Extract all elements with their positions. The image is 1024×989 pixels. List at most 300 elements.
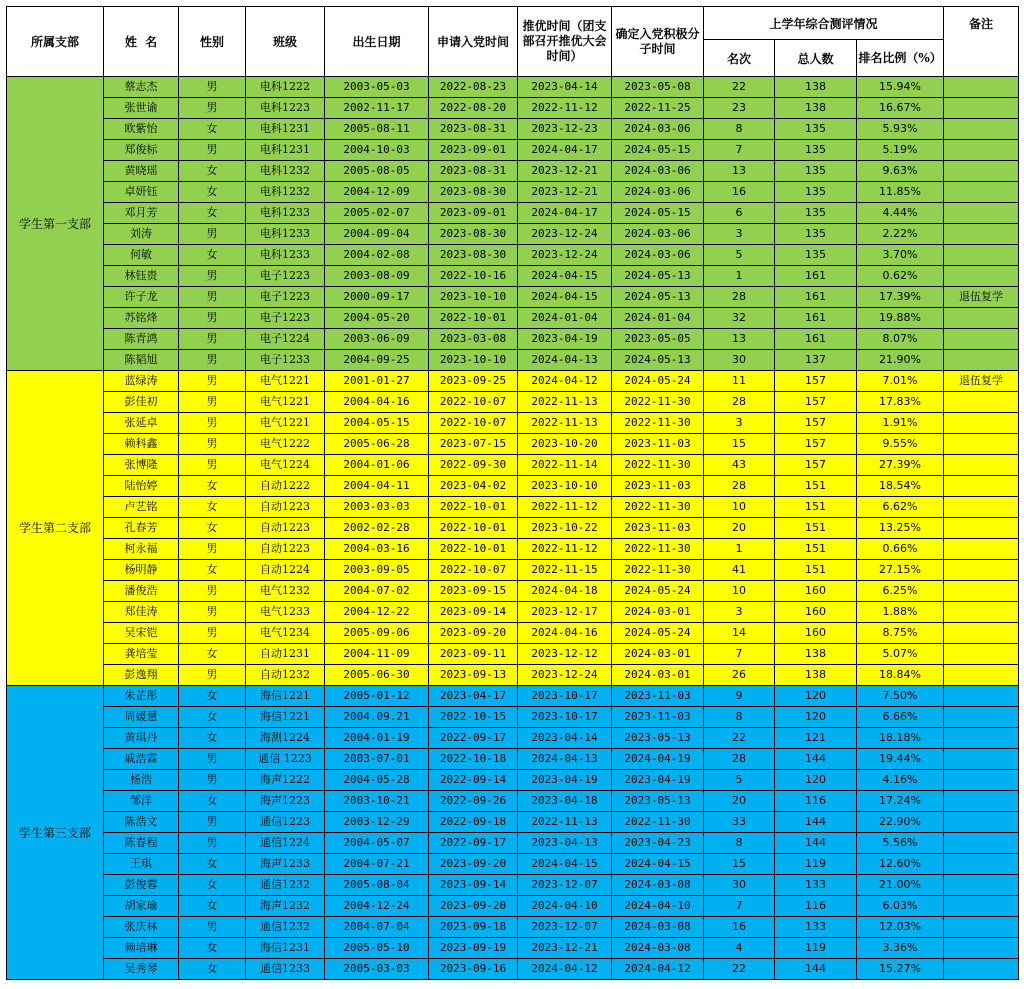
cell-recommend-date: 2023-04-19 [518, 770, 612, 791]
cell-birth-date: 2005-02-07 [325, 203, 429, 224]
cell-apply-date: 2022-10-07 [429, 392, 518, 413]
cell-apply-date: 2022-09-26 [429, 791, 518, 812]
cell-rank-ratio: 18.18% [857, 728, 944, 749]
cell-apply-date: 2023-09-14 [429, 602, 518, 623]
table-row [7, 686, 1019, 707]
cell-name: 陈春程 [104, 833, 179, 854]
cell-birth-date: 2000-09-17 [325, 287, 429, 308]
cell-rank: 7 [704, 896, 775, 917]
cell-recommend-date: 2023-12-21 [518, 161, 612, 182]
cell-birth-date: 2004-04-16 [325, 392, 429, 413]
table-row [7, 728, 1019, 749]
cell-birth-date: 2004-04-11 [325, 476, 429, 497]
cell-activist-date: 2023-05-08 [612, 77, 704, 98]
cell-recommend-date: 2023-12-24 [518, 245, 612, 266]
cell-recommend-date: 2024-04-13 [518, 350, 612, 371]
table-row [7, 959, 1019, 980]
cell-rank: 15 [704, 854, 775, 875]
cell-total: 135 [775, 161, 857, 182]
cell-name: 许子龙 [104, 287, 179, 308]
cell-birth-date: 2003-05-03 [325, 77, 429, 98]
cell-note [944, 791, 1019, 812]
cell-gender: 男 [179, 833, 246, 854]
cell-apply-date: 2022-10-01 [429, 518, 518, 539]
cell-total: 160 [775, 623, 857, 644]
cell-class: 自动1223 [246, 539, 325, 560]
cell-activist-date: 2024-03-06 [612, 245, 704, 266]
cell-rank-ratio: 19.44% [857, 749, 944, 770]
table-row [7, 665, 1019, 686]
table-row [7, 623, 1019, 644]
table-row [7, 329, 1019, 350]
cell-gender: 女 [179, 161, 246, 182]
cell-name: 王琪 [104, 854, 179, 875]
cell-class: 电气1221 [246, 413, 325, 434]
cell-rank: 22 [704, 728, 775, 749]
cell-activist-date: 2024-05-13 [612, 266, 704, 287]
branch-cell: 学生第三支部 [7, 686, 104, 980]
header-gender: 性别 [179, 7, 246, 77]
cell-activist-date: 2022-11-25 [612, 98, 704, 119]
cell-gender: 男 [179, 434, 246, 455]
cell-name: 卢艺铭 [104, 497, 179, 518]
cell-activist-date: 2024-05-15 [612, 203, 704, 224]
cell-name: 郑俊标 [104, 140, 179, 161]
cell-birth-date: 2005-03-03 [325, 959, 429, 980]
cell-rank: 1 [704, 539, 775, 560]
cell-recommend-date: 2023-04-19 [518, 329, 612, 350]
cell-apply-date: 2023-09-25 [429, 371, 518, 392]
table-row [7, 455, 1019, 476]
cell-class: 海测1224 [246, 728, 325, 749]
cell-rank-ratio: 1.91% [857, 413, 944, 434]
cell-gender: 女 [179, 182, 246, 203]
cell-class: 电科1233 [246, 203, 325, 224]
cell-rank: 8 [704, 833, 775, 854]
cell-name: 朱芷彤 [104, 686, 179, 707]
cell-gender: 男 [179, 749, 246, 770]
cell-rank-ratio: 5.56% [857, 833, 944, 854]
cell-apply-date: 2022-09-17 [429, 728, 518, 749]
table-row [7, 371, 1019, 392]
cell-rank: 43 [704, 455, 775, 476]
cell-rank: 6 [704, 203, 775, 224]
cell-total: 160 [775, 581, 857, 602]
cell-rank-ratio: 2.22% [857, 224, 944, 245]
cell-birth-date: 2004-10-03 [325, 140, 429, 161]
party-member-roster-table [6, 6, 1019, 980]
cell-total: 151 [775, 518, 857, 539]
cell-recommend-date: 2023-10-10 [518, 476, 612, 497]
cell-note [944, 224, 1019, 245]
cell-rank: 3 [704, 602, 775, 623]
cell-rank: 28 [704, 749, 775, 770]
cell-class: 通信1233 [246, 959, 325, 980]
cell-birth-date: 2005-06-30 [325, 665, 429, 686]
table-row [7, 875, 1019, 896]
cell-note [944, 119, 1019, 140]
table-row [7, 434, 1019, 455]
cell-gender: 男 [179, 266, 246, 287]
cell-note [944, 518, 1019, 539]
cell-note [944, 665, 1019, 686]
cell-rank: 1 [704, 266, 775, 287]
cell-gender: 女 [179, 119, 246, 140]
cell-birth-date: 2004-02-08 [325, 245, 429, 266]
cell-gender: 男 [179, 539, 246, 560]
cell-name: 赖科鑫 [104, 434, 179, 455]
cell-total: 135 [775, 245, 857, 266]
cell-rank-ratio: 8.07% [857, 329, 944, 350]
cell-apply-date: 2023-09-20 [429, 854, 518, 875]
cell-apply-date: 2022-10-18 [429, 749, 518, 770]
cell-note [944, 539, 1019, 560]
cell-gender: 男 [179, 413, 246, 434]
cell-activist-date: 2024-04-19 [612, 749, 704, 770]
cell-recommend-date: 2023-10-17 [518, 686, 612, 707]
cell-apply-date: 2022-10-01 [429, 308, 518, 329]
cell-apply-date: 2022-09-14 [429, 770, 518, 791]
cell-recommend-date: 2023-12-24 [518, 224, 612, 245]
cell-class: 海声1232 [246, 896, 325, 917]
table-row [7, 476, 1019, 497]
cell-birth-date: 2004-09-25 [325, 350, 429, 371]
cell-rank-ratio: 7.01% [857, 371, 944, 392]
cell-name: 彭逸翔 [104, 665, 179, 686]
cell-total: 137 [775, 350, 857, 371]
cell-apply-date: 2023-09-20 [429, 896, 518, 917]
cell-class: 自动1223 [246, 497, 325, 518]
cell-recommend-date: 2022-11-13 [518, 413, 612, 434]
cell-rank: 23 [704, 98, 775, 119]
cell-name: 林钰贵 [104, 266, 179, 287]
cell-class: 电科1233 [246, 224, 325, 245]
cell-gender: 男 [179, 77, 246, 98]
cell-class: 通信1223 [246, 812, 325, 833]
cell-class: 电气1224 [246, 455, 325, 476]
cell-rank-ratio: 27.15% [857, 560, 944, 581]
cell-recommend-date: 2023-12-07 [518, 917, 612, 938]
cell-gender: 女 [179, 560, 246, 581]
cell-birth-date: 2005-08-05 [325, 161, 429, 182]
table-row [7, 833, 1019, 854]
cell-total: 119 [775, 854, 857, 875]
table-row [7, 749, 1019, 770]
cell-activist-date: 2024-03-06 [612, 119, 704, 140]
cell-birth-date: 2004-12-09 [325, 182, 429, 203]
cell-rank-ratio: 4.44% [857, 203, 944, 224]
cell-class: 电气1234 [246, 623, 325, 644]
cell-note [944, 413, 1019, 434]
cell-note [944, 938, 1019, 959]
header-evaluation-group: 上学年综合测评情况 [704, 7, 944, 40]
cell-birth-date: 2005-05-10 [325, 938, 429, 959]
cell-total: 144 [775, 749, 857, 770]
cell-class: 电科1231 [246, 140, 325, 161]
cell-rank: 28 [704, 392, 775, 413]
cell-birth-date: 2004-01-19 [325, 728, 429, 749]
cell-name: 陆怡婷 [104, 476, 179, 497]
cell-rank-ratio: 13.25% [857, 518, 944, 539]
cell-rank-ratio: 3.36% [857, 938, 944, 959]
cell-name: 蔡志杰 [104, 77, 179, 98]
cell-recommend-date: 2022-11-12 [518, 539, 612, 560]
cell-birth-date: 2004-05-20 [325, 308, 429, 329]
cell-rank: 8 [704, 707, 775, 728]
cell-birth-date: 2003-12-29 [325, 812, 429, 833]
cell-total: 135 [775, 182, 857, 203]
cell-activist-date: 2022-11-30 [612, 497, 704, 518]
cell-recommend-date: 2022-11-12 [518, 497, 612, 518]
cell-rank-ratio: 6.25% [857, 581, 944, 602]
cell-birth-date: 2004-05-15 [325, 413, 429, 434]
table-row [7, 287, 1019, 308]
cell-rank-ratio: 0.62% [857, 266, 944, 287]
cell-note [944, 833, 1019, 854]
cell-note [944, 917, 1019, 938]
cell-apply-date: 2023-07-15 [429, 434, 518, 455]
cell-activist-date: 2023-05-13 [612, 728, 704, 749]
table-row [7, 560, 1019, 581]
cell-name: 黄晓瑶 [104, 161, 179, 182]
cell-recommend-date: 2023-04-18 [518, 791, 612, 812]
cell-rank: 13 [704, 329, 775, 350]
cell-apply-date: 2022-09-18 [429, 812, 518, 833]
cell-birth-date: 2004-09-04 [325, 224, 429, 245]
cell-birth-date: 2003-07-01 [325, 749, 429, 770]
cell-class: 通信 1223 [246, 749, 325, 770]
cell-rank: 9 [704, 686, 775, 707]
cell-note [944, 770, 1019, 791]
cell-class: 电气1222 [246, 434, 325, 455]
cell-activist-date: 2024-05-15 [612, 140, 704, 161]
cell-note [944, 455, 1019, 476]
cell-gender: 男 [179, 308, 246, 329]
cell-name: 彭俊蓉 [104, 875, 179, 896]
cell-activist-date: 2024-04-10 [612, 896, 704, 917]
table-row [7, 581, 1019, 602]
cell-rank-ratio: 5.93% [857, 119, 944, 140]
cell-class: 自动1222 [246, 476, 325, 497]
cell-rank: 13 [704, 161, 775, 182]
header-apply-date: 申请入党时间 [429, 7, 518, 77]
branch-cell: 学生第二支部 [7, 371, 104, 686]
table-row [7, 539, 1019, 560]
cell-note [944, 686, 1019, 707]
cell-name: 郑佳涛 [104, 602, 179, 623]
cell-name: 邓月芳 [104, 203, 179, 224]
cell-activist-date: 2023-11-03 [612, 707, 704, 728]
table-row [7, 812, 1019, 833]
header-rank: 名次 [704, 40, 775, 77]
cell-activist-date: 2024-03-01 [612, 602, 704, 623]
cell-total: 116 [775, 896, 857, 917]
header-name: 姓 名 [104, 7, 179, 77]
cell-birth-date: 2004-12-22 [325, 602, 429, 623]
cell-apply-date: 2023-03-08 [429, 329, 518, 350]
cell-gender: 女 [179, 476, 246, 497]
cell-apply-date: 2022-08-23 [429, 77, 518, 98]
cell-note: 退伍复学 [944, 371, 1019, 392]
cell-activist-date: 2024-05-13 [612, 350, 704, 371]
cell-note [944, 602, 1019, 623]
cell-birth-date: 2001-01-27 [325, 371, 429, 392]
cell-birth-date: 2003-09-05 [325, 560, 429, 581]
cell-total: 161 [775, 266, 857, 287]
cell-total: 144 [775, 833, 857, 854]
cell-name: 吴秀琴 [104, 959, 179, 980]
cell-gender: 女 [179, 938, 246, 959]
cell-gender: 男 [179, 917, 246, 938]
cell-apply-date: 2023-04-17 [429, 686, 518, 707]
cell-gender: 女 [179, 497, 246, 518]
cell-total: 157 [775, 413, 857, 434]
cell-birth-date: 2004-01-06 [325, 455, 429, 476]
cell-rank-ratio: 12.03% [857, 917, 944, 938]
cell-recommend-date: 2023-10-20 [518, 434, 612, 455]
cell-apply-date: 2023-09-11 [429, 644, 518, 665]
cell-recommend-date: 2024-04-17 [518, 140, 612, 161]
table-row [7, 791, 1019, 812]
cell-total: 135 [775, 224, 857, 245]
table-row [7, 392, 1019, 413]
cell-activist-date: 2024-03-08 [612, 875, 704, 896]
cell-note [944, 581, 1019, 602]
cell-rank: 20 [704, 518, 775, 539]
cell-recommend-date: 2023-12-21 [518, 182, 612, 203]
cell-apply-date: 2022-10-01 [429, 539, 518, 560]
cell-rank: 3 [704, 413, 775, 434]
cell-rank: 41 [704, 560, 775, 581]
cell-total: 138 [775, 98, 857, 119]
cell-total: 161 [775, 308, 857, 329]
cell-rank-ratio: 6.62% [857, 497, 944, 518]
cell-class: 海声1223 [246, 791, 325, 812]
cell-note [944, 875, 1019, 896]
cell-apply-date: 2023-08-31 [429, 119, 518, 140]
cell-class: 电气1221 [246, 392, 325, 413]
header-activist-date: 确定入党积极分子时间 [612, 7, 704, 77]
cell-gender: 男 [179, 455, 246, 476]
cell-total: 121 [775, 728, 857, 749]
cell-rank: 11 [704, 371, 775, 392]
header-note: 备注 [944, 7, 1019, 77]
cell-total: 116 [775, 791, 857, 812]
table-row [7, 245, 1019, 266]
cell-name: 戚浩霖 [104, 749, 179, 770]
cell-name: 潘俊浩 [104, 581, 179, 602]
cell-class: 电子1223 [246, 266, 325, 287]
cell-rank-ratio: 11.85% [857, 182, 944, 203]
cell-name: 陈韬旭 [104, 350, 179, 371]
cell-name: 龚培莹 [104, 644, 179, 665]
cell-gender: 女 [179, 896, 246, 917]
cell-name: 何敏 [104, 245, 179, 266]
cell-name: 蓝绿涛 [104, 371, 179, 392]
cell-name: 黄琪丹 [104, 728, 179, 749]
cell-birth-date: 2005-06-28 [325, 434, 429, 455]
cell-apply-date: 2022-10-16 [429, 266, 518, 287]
cell-activist-date: 2024-05-24 [612, 581, 704, 602]
cell-class: 自动1232 [246, 665, 325, 686]
cell-apply-date: 2023-09-13 [429, 665, 518, 686]
cell-gender: 男 [179, 602, 246, 623]
cell-recommend-date: 2024-04-12 [518, 371, 612, 392]
cell-activist-date: 2024-03-06 [612, 182, 704, 203]
cell-name: 彭佳初 [104, 392, 179, 413]
cell-note [944, 623, 1019, 644]
cell-activist-date: 2024-03-08 [612, 917, 704, 938]
cell-birth-date: 2002-02-28 [325, 518, 429, 539]
cell-apply-date: 2022-10-01 [429, 497, 518, 518]
cell-activist-date: 2022-11-30 [612, 392, 704, 413]
table-row [7, 917, 1019, 938]
cell-activist-date: 2024-03-06 [612, 161, 704, 182]
cell-rank-ratio: 8.75% [857, 623, 944, 644]
cell-rank: 30 [704, 875, 775, 896]
cell-gender: 女 [179, 644, 246, 665]
cell-activist-date: 2023-11-03 [612, 518, 704, 539]
cell-rank-ratio: 0.66% [857, 539, 944, 560]
cell-birth-date: 2004-05-28 [325, 770, 429, 791]
cell-recommend-date: 2023-04-14 [518, 728, 612, 749]
cell-class: 电科1231 [246, 119, 325, 140]
cell-birth-date: 2004-12-24 [325, 896, 429, 917]
cell-total: 144 [775, 959, 857, 980]
table-row [7, 266, 1019, 287]
cell-apply-date: 2023-09-16 [429, 959, 518, 980]
cell-note [944, 749, 1019, 770]
cell-recommend-date: 2023-12-21 [518, 938, 612, 959]
cell-activist-date: 2024-03-08 [612, 938, 704, 959]
cell-note [944, 392, 1019, 413]
cell-recommend-date: 2022-11-12 [518, 98, 612, 119]
cell-birth-date: 2005-08-04 [325, 875, 429, 896]
cell-total: 151 [775, 539, 857, 560]
table-row [7, 602, 1019, 623]
table-body [7, 77, 1019, 980]
cell-note [944, 245, 1019, 266]
cell-birth-date: 2005-08-11 [325, 119, 429, 140]
cell-apply-date: 2023-09-20 [429, 623, 518, 644]
cell-total: 135 [775, 140, 857, 161]
cell-recommend-date: 2023-12-24 [518, 665, 612, 686]
cell-name: 张世谕 [104, 98, 179, 119]
cell-total: 160 [775, 602, 857, 623]
cell-apply-date: 2023-09-14 [429, 875, 518, 896]
cell-birth-date: 2004-07-02 [325, 581, 429, 602]
cell-rank: 22 [704, 959, 775, 980]
cell-apply-date: 2023-09-01 [429, 140, 518, 161]
cell-apply-date: 2023-09-18 [429, 917, 518, 938]
cell-class: 海声1222 [246, 770, 325, 791]
table-row [7, 518, 1019, 539]
table-row [7, 854, 1019, 875]
cell-activist-date: 2022-11-30 [612, 539, 704, 560]
cell-rank-ratio: 5.07% [857, 644, 944, 665]
cell-class: 电子1223 [246, 308, 325, 329]
cell-note [944, 182, 1019, 203]
cell-total: 135 [775, 119, 857, 140]
cell-class: 电科1222 [246, 77, 325, 98]
cell-rank: 28 [704, 287, 775, 308]
table-row [7, 98, 1019, 119]
cell-rank: 20 [704, 791, 775, 812]
cell-recommend-date: 2024-01-04 [518, 308, 612, 329]
cell-total: 151 [775, 560, 857, 581]
header-rank-ratio: 排名比例（%） [857, 40, 944, 77]
cell-name: 卓妍钰 [104, 182, 179, 203]
